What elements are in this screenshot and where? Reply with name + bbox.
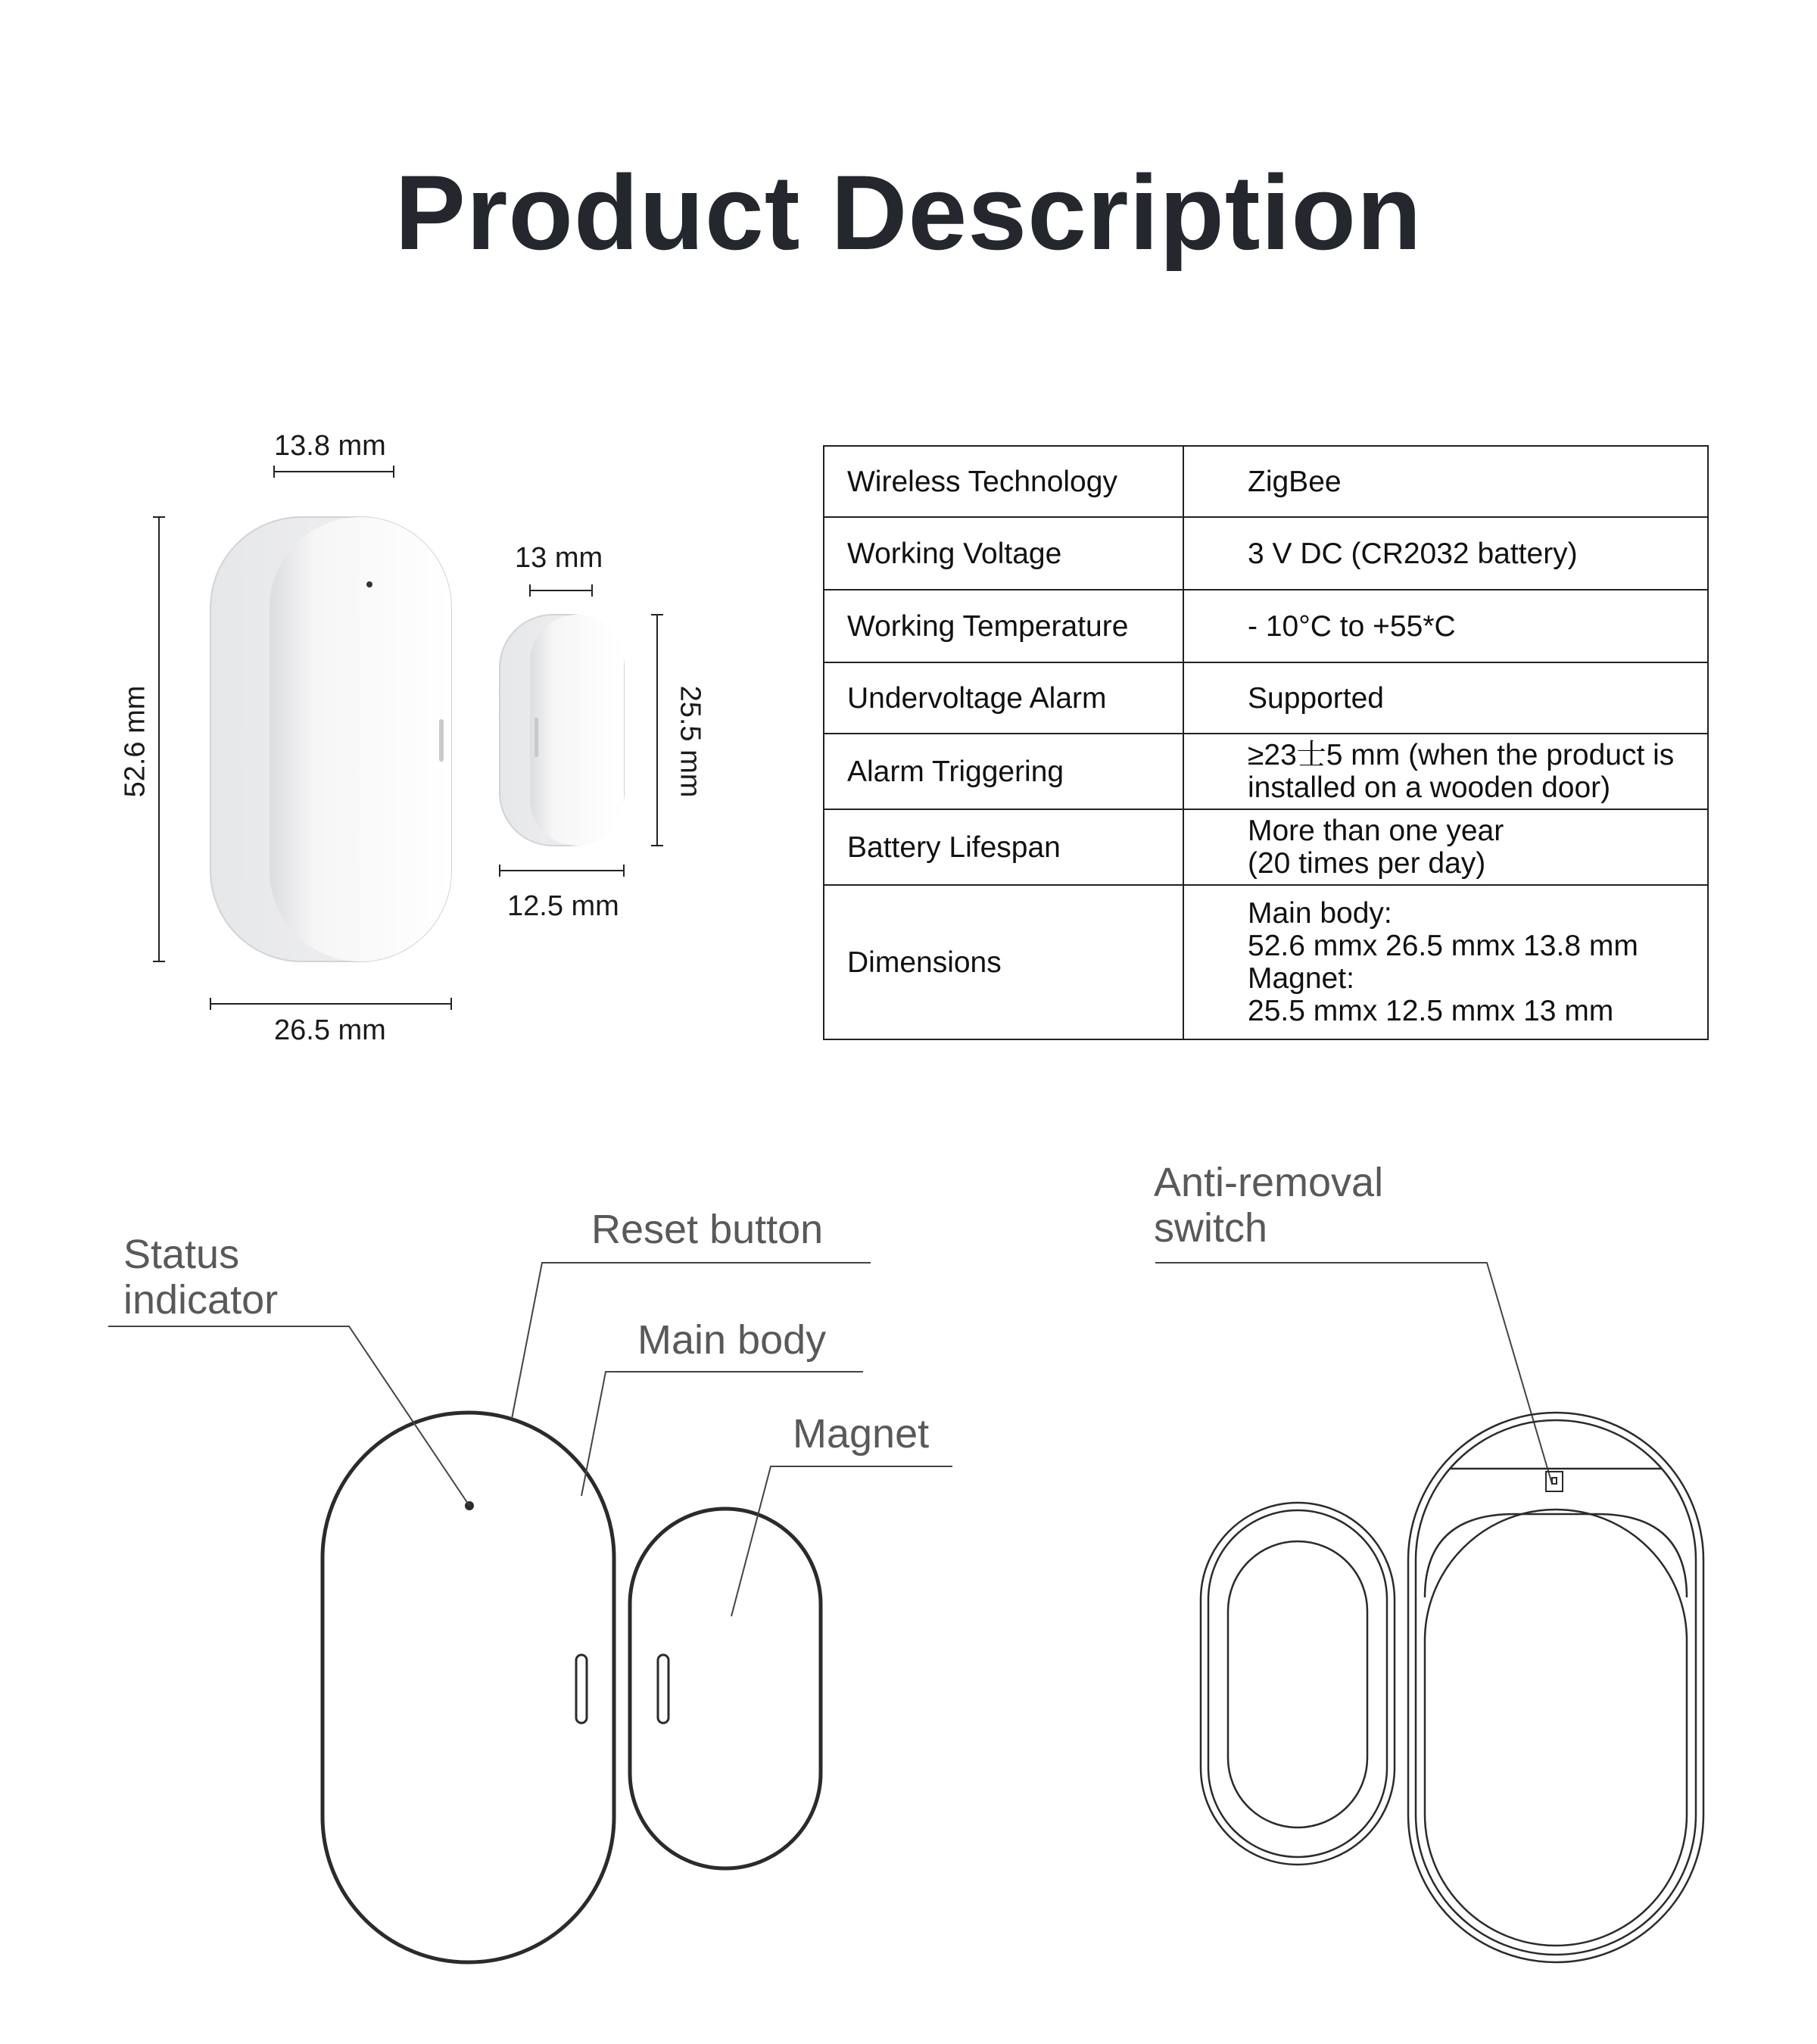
magnet-depth-label: 13 mm	[515, 542, 603, 574]
callout-main-body: Main body	[637, 1317, 827, 1363]
spec-value: ZigBee	[1183, 446, 1708, 517]
back-view-magnet	[1201, 1503, 1395, 1865]
spec-label: Undervoltage Alarm	[824, 662, 1183, 734]
back-view-main-body	[1408, 1413, 1703, 1962]
main-height-label: 52.6 mm	[119, 685, 151, 798]
callout-anti-removal-switch: Anti-removal switch	[1154, 1160, 1384, 1251]
spec-label: Battery Lifespan	[824, 809, 1183, 885]
front-view-magnet	[630, 1509, 821, 1868]
callout-magnet: Magnet	[793, 1411, 930, 1457]
spec-label: Alarm Triggering	[824, 734, 1183, 809]
page-title: Product Description	[394, 153, 1423, 272]
main-depth-label: 13.8 mm	[274, 430, 386, 462]
spec-label: Working Temperature	[824, 590, 1183, 662]
spec-value: Main body: 52.6 mmx 26.5 mmx 13.8 mm Magnet: 25.5 mmx 12.5 mmx 13 mm	[1183, 885, 1708, 1039]
callout-reset-button: Reset button	[591, 1207, 824, 1252]
spec-label: Wireless Technology	[824, 446, 1183, 517]
spec-value: More than one year (20 times per day)	[1183, 809, 1708, 885]
magnet-height-label: 25.5 mm	[674, 685, 706, 798]
spec-value: - 10°C to +55*C	[1183, 590, 1708, 662]
spec-label: Working Voltage	[824, 517, 1183, 590]
magnet-width-label: 12.5 mm	[507, 890, 619, 922]
spec-value: 3 V DC (CR2032 battery)	[1183, 517, 1708, 590]
main-width-label: 26.5 mm	[274, 1014, 386, 1046]
anti-removal-switch-icon	[1546, 1472, 1563, 1491]
spec-value: ≥23士5 mm (when the product is installed on a wooden door)	[1183, 734, 1708, 809]
spec-label: Dimensions	[824, 885, 1183, 1039]
spec-value: Supported	[1183, 662, 1708, 734]
callout-status-indicator: Status indicator	[123, 1232, 279, 1323]
front-view-main-body	[323, 1413, 614, 1962]
